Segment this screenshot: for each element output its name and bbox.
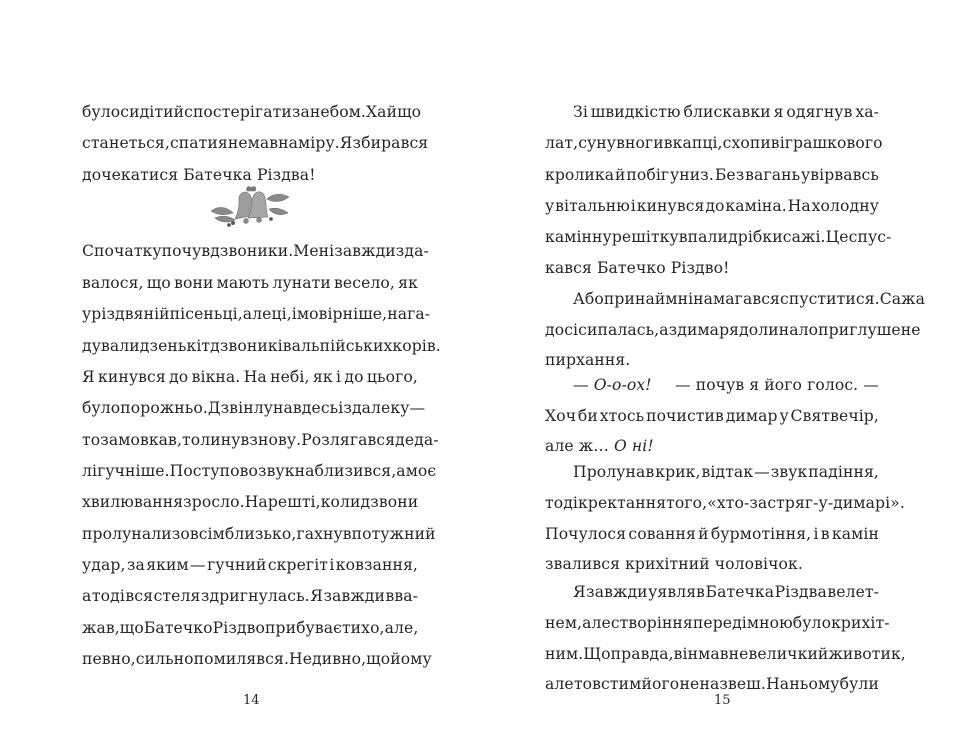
page-number: 15	[714, 693, 731, 708]
text-line: Зі швидкістю блискавки я одягнув ха-	[573, 103, 879, 121]
text-line: дочекатися Батечка Різдва!	[82, 166, 316, 184]
text-line: нем, але створіння переді мною було крихіт-	[545, 614, 890, 632]
text-line: але товстим його не назвеш. На ньому були	[545, 675, 879, 693]
bells-holly-ornament-icon	[209, 185, 291, 231]
text-line: ним. Щоправда, він мав невеличкий животик,	[545, 645, 906, 663]
text-line: досі сипалась, а з димаря долинало приглушене	[545, 321, 921, 339]
text-line	[545, 369, 879, 401]
text-line: пролунали зовсім близько, гахнув потужний	[82, 525, 436, 543]
exclamation: О-о-ох!	[593, 376, 652, 394]
text-line: у вітальню і кинувся до каміна. На холодну	[545, 197, 879, 215]
text-line: то замовкав, то линув знову. Розлягався деда-	[82, 431, 439, 449]
exclamation: О ні!	[613, 437, 654, 455]
dash: —	[573, 376, 594, 394]
text-line: жав, що Батечко Різдво прибуває тихо, але,	[82, 619, 419, 637]
text-line: лі гучніше. Поступово звук наблизився, а моє	[82, 462, 437, 480]
text-line: лат, сунув ноги в капці, схопив іграшкового	[545, 134, 883, 152]
text-line: у різдвяній пісеньці, але ці, імовірніше, нага-	[82, 305, 431, 323]
text-line: дували дзенькіт дзвоників альпійських корів.	[82, 337, 441, 355]
text-line: кролика й побіг униз. Без вагань увірвавсь	[545, 166, 879, 184]
text-line: валося, що вони мають лунати весело, як	[82, 274, 418, 292]
text-line: Почулося совання й бурмотіння, і в камін	[545, 525, 879, 543]
text-line: пирхання.	[545, 351, 631, 369]
dialogue-text: але ж…	[545, 437, 614, 455]
text-line: певно, сильно помилявся. Не дивно, що йому	[82, 650, 432, 668]
text-line: Або принаймні намагався спуститися. Сажа	[573, 290, 925, 308]
text-line: удар, за яким — гучний скрегіт і ковзання,	[82, 556, 418, 574]
text-line: Хоч би хтось почистив димар у Святвечір,	[545, 407, 879, 425]
text-line: Я завжди уявляв Батечка Різдва велет-	[573, 583, 879, 601]
text-line: тоді кректання того, «хто-застряг-у-димарі».	[545, 494, 905, 512]
text-line: Пролунав крик, відтак — звук падіння,	[573, 463, 879, 481]
text-line: камінну решітку впали дрібки сажі. Це спус-	[545, 228, 892, 246]
right-page	[485, 0, 970, 746]
text-line: Я кинувся до вікна. На небі, як і до цього,	[82, 368, 418, 386]
text-line: було сидіти й спостерігати за небом. Хай що	[82, 103, 422, 121]
text-line: Спочатку почув дзвоники. Мені завжди здa-	[82, 242, 429, 260]
text-line: а тоді вся стеля здригнулась. Я завжди вва-	[82, 587, 418, 605]
text-line: було порожньо. Дзвін лунав десь іздалеку —	[82, 399, 426, 417]
text-line: хвилювання зросло. Нарешті, коли дзвони	[82, 493, 419, 511]
page-number: 14	[243, 693, 260, 708]
text-line: станеться, спати я не мав наміру. Я збирався	[82, 134, 429, 152]
text-line: звалився крихітний чоловічок.	[545, 555, 803, 573]
dialogue-tag: — почув я його голос. —	[674, 376, 879, 394]
text-line: кався Батечко Різдво!	[545, 259, 730, 277]
